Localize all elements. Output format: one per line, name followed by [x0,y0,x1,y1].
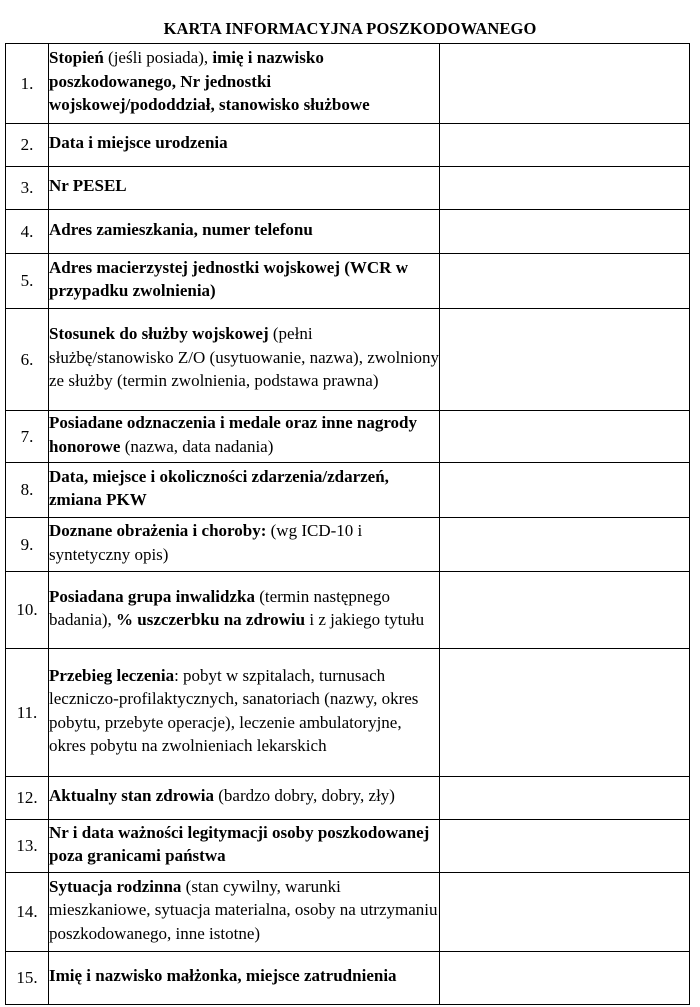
row-value-field[interactable] [440,572,690,649]
table-row [6,572,690,649]
row-number: 15. [6,952,49,1005]
row-label-segment: Doznane obrażenia i choroby: [49,521,267,540]
row-value-field[interactable] [440,649,690,777]
row-label [49,167,440,210]
row-label [49,124,440,167]
row-label-segment: Adres macierzystej jednostki wojskowej (WCR w przypadku zwolnienia) [49,257,408,300]
row-label-segment: Nr i data ważności legitymacji osoby poszkodowanej poza granicami państwa [49,822,430,865]
row-number: 13. [6,820,49,873]
row-label [49,820,440,873]
table-row [6,44,690,124]
row-label-segment: Imię i nazwisko małżonka, miejsce zatrudnienia [49,966,397,986]
row-label-segment: Przebieg leczenia [49,665,175,685]
row-value-field[interactable] [440,518,690,572]
row-label-segment: (bardzo dobry, dobry, zły) [214,786,395,806]
row-label-segment: Data, miejsce i okoliczności zdarzenia/zdarzeń, zmiana PKW [49,466,389,509]
table-row [6,777,690,820]
row-label [49,44,440,124]
row-number: 14. [6,873,49,952]
row-value-field[interactable] [440,777,690,820]
row-number: 6. [6,309,49,411]
row-label-segment: Stosunek do służby wojskowej [49,324,269,344]
row-number: 5. [6,254,49,309]
row-label-segment: imię i nazwisko poszkodowanego, Nr jednostki wojskowej/pododdział, stanowisko służbowe [49,48,370,115]
row-number: 2. [6,124,49,167]
row-label-segment: Aktualny stan zdrowia [49,786,214,806]
row-label-segment: i z jakiego tytułu [305,610,425,629]
row-number: 10. [6,572,49,649]
row-value-field[interactable] [440,44,690,124]
table-row [6,210,690,254]
row-number: 12. [6,777,49,820]
row-number: 3. [6,167,49,210]
row-label [49,210,440,254]
table-row [6,820,690,873]
row-number: 8. [6,463,49,518]
row-label-segment: Posiadane odznaczenia i medale oraz inne nagrody honorowe [49,413,418,456]
row-label-segment: Data i miejsce urodzenia [49,133,228,153]
table-row [6,463,690,518]
row-label-segment: % uszczerbku na zdrowiu [116,610,306,629]
form-title: KARTA INFORMACYJNA POSZKODOWANEGO [163,19,537,38]
row-label [49,952,440,1005]
row-value-field[interactable] [440,254,690,309]
row-value-field[interactable] [440,952,690,1005]
row-label-segment: (termin następnego badania), [49,586,390,629]
row-label-segment: (wg ICD-10 i syntetyczny opis) [49,521,363,564]
row-label-segment: Sytuacja rodzinna [49,876,182,896]
row-number: 1. [6,44,49,124]
row-value-field[interactable] [440,411,690,463]
row-label-segment: Posiadana grupa inwalidzka [49,586,255,606]
row-label [49,873,440,952]
table-row [6,411,690,463]
row-label-segment: (jeśli posiada), [103,48,213,68]
row-value-field[interactable] [440,210,690,254]
row-label [49,463,440,518]
row-label [49,411,440,463]
row-number: 4. [6,210,49,254]
row-number: 9. [6,518,49,572]
row-label-segment: : pobyt w szpitalach, turnusach leczniczo-profilaktycznych, sanatoriach (nazwy, okres pobytu, przebyte operacje), leczenie ambulatoryjne, okres pobytu na zwolnieniach lekarskich [49,665,419,755]
table-row [6,124,690,167]
row-number: 11. [6,649,49,777]
row-value-field[interactable] [440,309,690,411]
row-number: 7. [6,411,49,463]
table-row [6,518,690,572]
info-table [5,43,690,1005]
table-row [6,167,690,210]
row-label [49,777,440,820]
table-row [6,309,690,411]
row-value-field[interactable] [440,873,690,952]
row-value-field[interactable] [440,167,690,210]
row-value-field[interactable] [440,124,690,167]
row-label-segment: (nazwa, data nadania) [120,436,274,456]
table-row [6,952,690,1005]
row-label-segment: Nr PESEL [49,176,127,196]
row-label-segment: (pełni służbę/stanowisko Z/O (usytuowanie, nazwa), zwolniony ze służby (termin zwolnienia, podstawa prawna) [49,324,439,391]
table-row [6,873,690,952]
row-value-field[interactable] [440,820,690,873]
row-label [49,309,440,411]
row-label [49,254,440,309]
row-label-segment: Stopień [49,48,104,68]
table-row [6,254,690,309]
row-label [49,572,440,649]
row-label [49,649,440,777]
row-label-segment: Adres zamieszkania, numer telefonu [49,219,313,239]
row-value-field[interactable] [440,463,690,518]
row-label [49,518,440,572]
row-label-segment: (stan cywilny, warunki mieszkaniowe, sytuacja materialna, osoby na utrzymaniu poszkodowanego, inne istotne) [49,876,438,943]
table-row [6,649,690,777]
